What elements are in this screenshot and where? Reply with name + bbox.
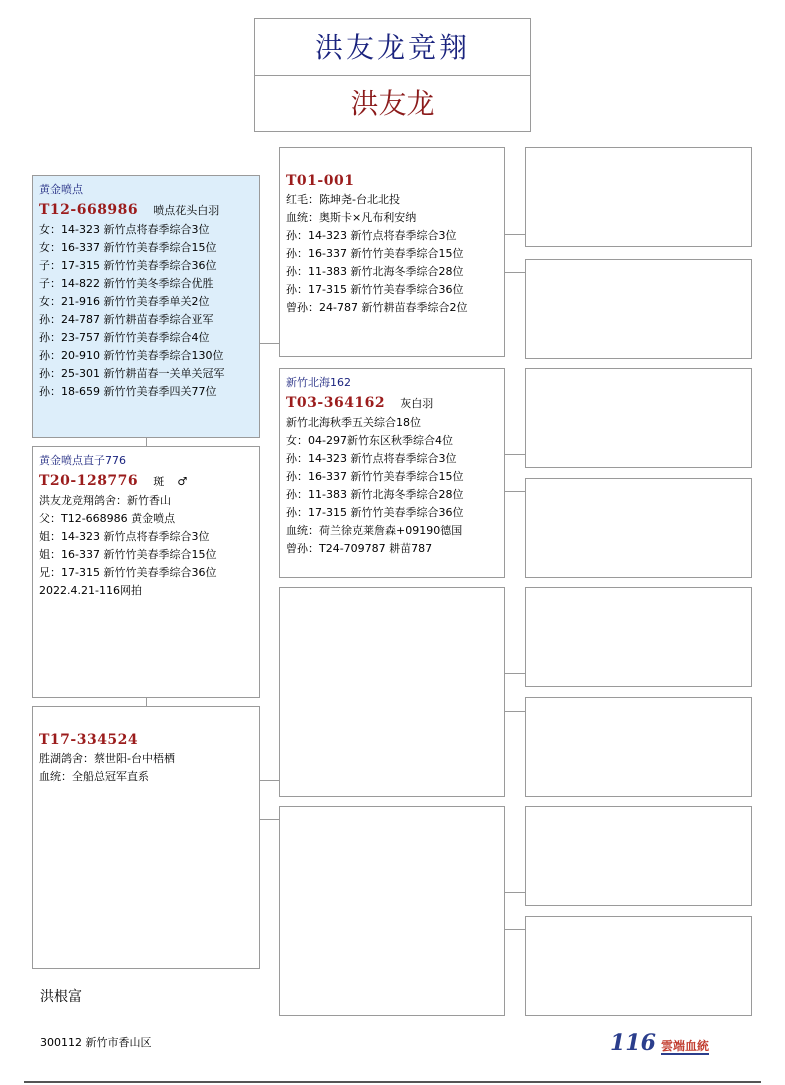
connector-line: [505, 673, 525, 674]
gen3-card[interactable]: [525, 478, 752, 578]
sire-line: 女：16-337 新竹竹美春季综合15位: [39, 241, 217, 254]
gen3-card[interactable]: [525, 697, 752, 797]
site-logo[interactable]: [610, 1030, 709, 1056]
sire-dam-line: 新竹北海秋季五关综合18位: [286, 416, 421, 429]
gen3-card[interactable]: [525, 916, 752, 1016]
subject-ring: T20-128776: [39, 473, 139, 489]
bottom-divider: [24, 1081, 761, 1083]
gen3-card[interactable]: [525, 259, 752, 359]
sire-line: 女：21-916 新竹竹美春季单关2位: [39, 295, 210, 308]
gen3-card[interactable]: [525, 806, 752, 906]
sire-sire-line: 孙：11-383 新竹北海冬季综合28位: [286, 265, 464, 278]
sire-ring: T12-668986: [39, 202, 139, 218]
title-block: [254, 18, 531, 132]
subject-line: 2022.4.21-116网拍: [39, 584, 142, 597]
subject-line: 洪友龙竞翔鸽舍：新竹香山: [39, 494, 171, 507]
owner-name: 洪友龙: [350, 87, 435, 120]
sire-line: 孙：24-787 新竹耕苗春季综合亚军: [39, 313, 214, 326]
subject-line: 兄：17-315 新竹竹美春季综合36位: [39, 566, 217, 579]
logo-text: 雲端血統: [661, 1039, 710, 1053]
sire-dam-color: 灰白羽: [400, 397, 434, 410]
sire-dam-line: 女：04-297新竹东区秋季综合4位: [286, 434, 453, 447]
sire-sire-line: 孙：16-337 新竹竹美春季综合15位: [286, 247, 464, 260]
dam-sire-card[interactable]: [279, 587, 505, 797]
sire-dam-card[interactable]: [279, 368, 505, 578]
sire-dam-line: 血统：荷兰徐克莱詹森+09190德国: [286, 524, 463, 537]
connector-line: [505, 234, 525, 235]
sire-sire-line: 曾孙：24-787 新竹耕苗春季综合2位: [286, 301, 468, 314]
sire-line: 女：14-323 新竹点将春季综合3位: [39, 223, 210, 236]
subject-line: 姐：14-323 新竹点将春季综合3位: [39, 530, 210, 543]
connector-line: [505, 892, 525, 893]
subject-color: 斑: [153, 475, 165, 488]
connector-line: [505, 272, 525, 273]
connector-line: [505, 929, 525, 930]
sire-dam-line: 孙：11-383 新竹北海冬季综合28位: [286, 488, 464, 501]
sire-line: 子：17-315 新竹竹美春季综合36位: [39, 259, 217, 272]
breeder-name: 洪根富: [40, 989, 82, 1005]
sire-sire-line: 血统：奥斯卡×凡布利安纳: [286, 211, 417, 224]
sire-sire-line: 孙：14-323 新竹点将春季综合3位: [286, 229, 457, 242]
loft-title: 洪友龙竞翔: [255, 19, 530, 76]
sire-line: 子：14-822 新竹竹美冬季综合优胜: [39, 277, 214, 290]
subject-label: 黄金喷点直子776: [39, 454, 126, 467]
subject-card[interactable]: [32, 446, 260, 698]
breeder-address: 300112 新竹市香山区: [40, 1036, 152, 1049]
connector-line: [505, 454, 525, 455]
sire-dam-line: 曾孙：T24-709787 耕苗787: [286, 542, 433, 555]
connector-line: [146, 438, 147, 446]
gen3-card[interactable]: [525, 368, 752, 468]
sire-line: 孙：23-757 新竹竹美春季综合4位: [39, 331, 210, 344]
sire-dam-line: 孙：17-315 新竹竹美春季综合36位: [286, 506, 464, 519]
logo-number: 116: [610, 1030, 656, 1056]
sire-sire-line: 红毛：陈坤尧-台北北投: [286, 193, 400, 206]
connector-line: [146, 698, 147, 706]
sire-sire-card[interactable]: [279, 147, 505, 357]
dam-line: 胜湖鸽舍：蔡世阳-台中梧栖: [39, 752, 175, 765]
sire-dam-ring: T03-364162: [286, 395, 386, 411]
dam-ring: T17-334524: [39, 732, 139, 748]
dam-dam-card[interactable]: [279, 806, 505, 1016]
sire-sire-line: 孙：17-315 新竹竹美春季综合36位: [286, 283, 464, 296]
sire-dam-line: 孙：16-337 新竹竹美春季综合15位: [286, 470, 464, 483]
sire-color: 喷点花头白羽: [153, 204, 220, 217]
sire-line: 孙：25-301 新竹耕苗春一关单关冠军: [39, 367, 225, 380]
gen3-card[interactable]: [525, 587, 752, 687]
dam-line: 血统：全船总冠军直系: [39, 770, 149, 783]
male-symbol-icon: ♂: [177, 475, 188, 488]
connector-line: [505, 491, 525, 492]
sire-dam-line: 孙：14-323 新竹点将春季综合3位: [286, 452, 457, 465]
sire-label: 黄金喷点: [39, 183, 83, 196]
connector-line: [260, 343, 279, 344]
sire-sire-ring: T01-001: [286, 173, 355, 189]
connector-line: [260, 780, 279, 781]
sire-card[interactable]: [32, 175, 260, 438]
gen3-card[interactable]: [525, 147, 752, 247]
dam-card[interactable]: [32, 706, 260, 969]
subject-line: 姐：16-337 新竹竹美春季综合15位: [39, 548, 217, 561]
sire-lines: [33, 221, 259, 401]
connector-line: [260, 819, 279, 820]
sire-line: 孙：20-910 新竹竹美春季综合130位: [39, 349, 224, 362]
sire-dam-label: 新竹北海162: [286, 376, 351, 389]
connector-line: [505, 711, 525, 712]
subject-line: 父：T12-668986 黄金喷点: [39, 512, 176, 525]
sire-line: 孙：18-659 新竹竹美春季四关77位: [39, 385, 217, 398]
